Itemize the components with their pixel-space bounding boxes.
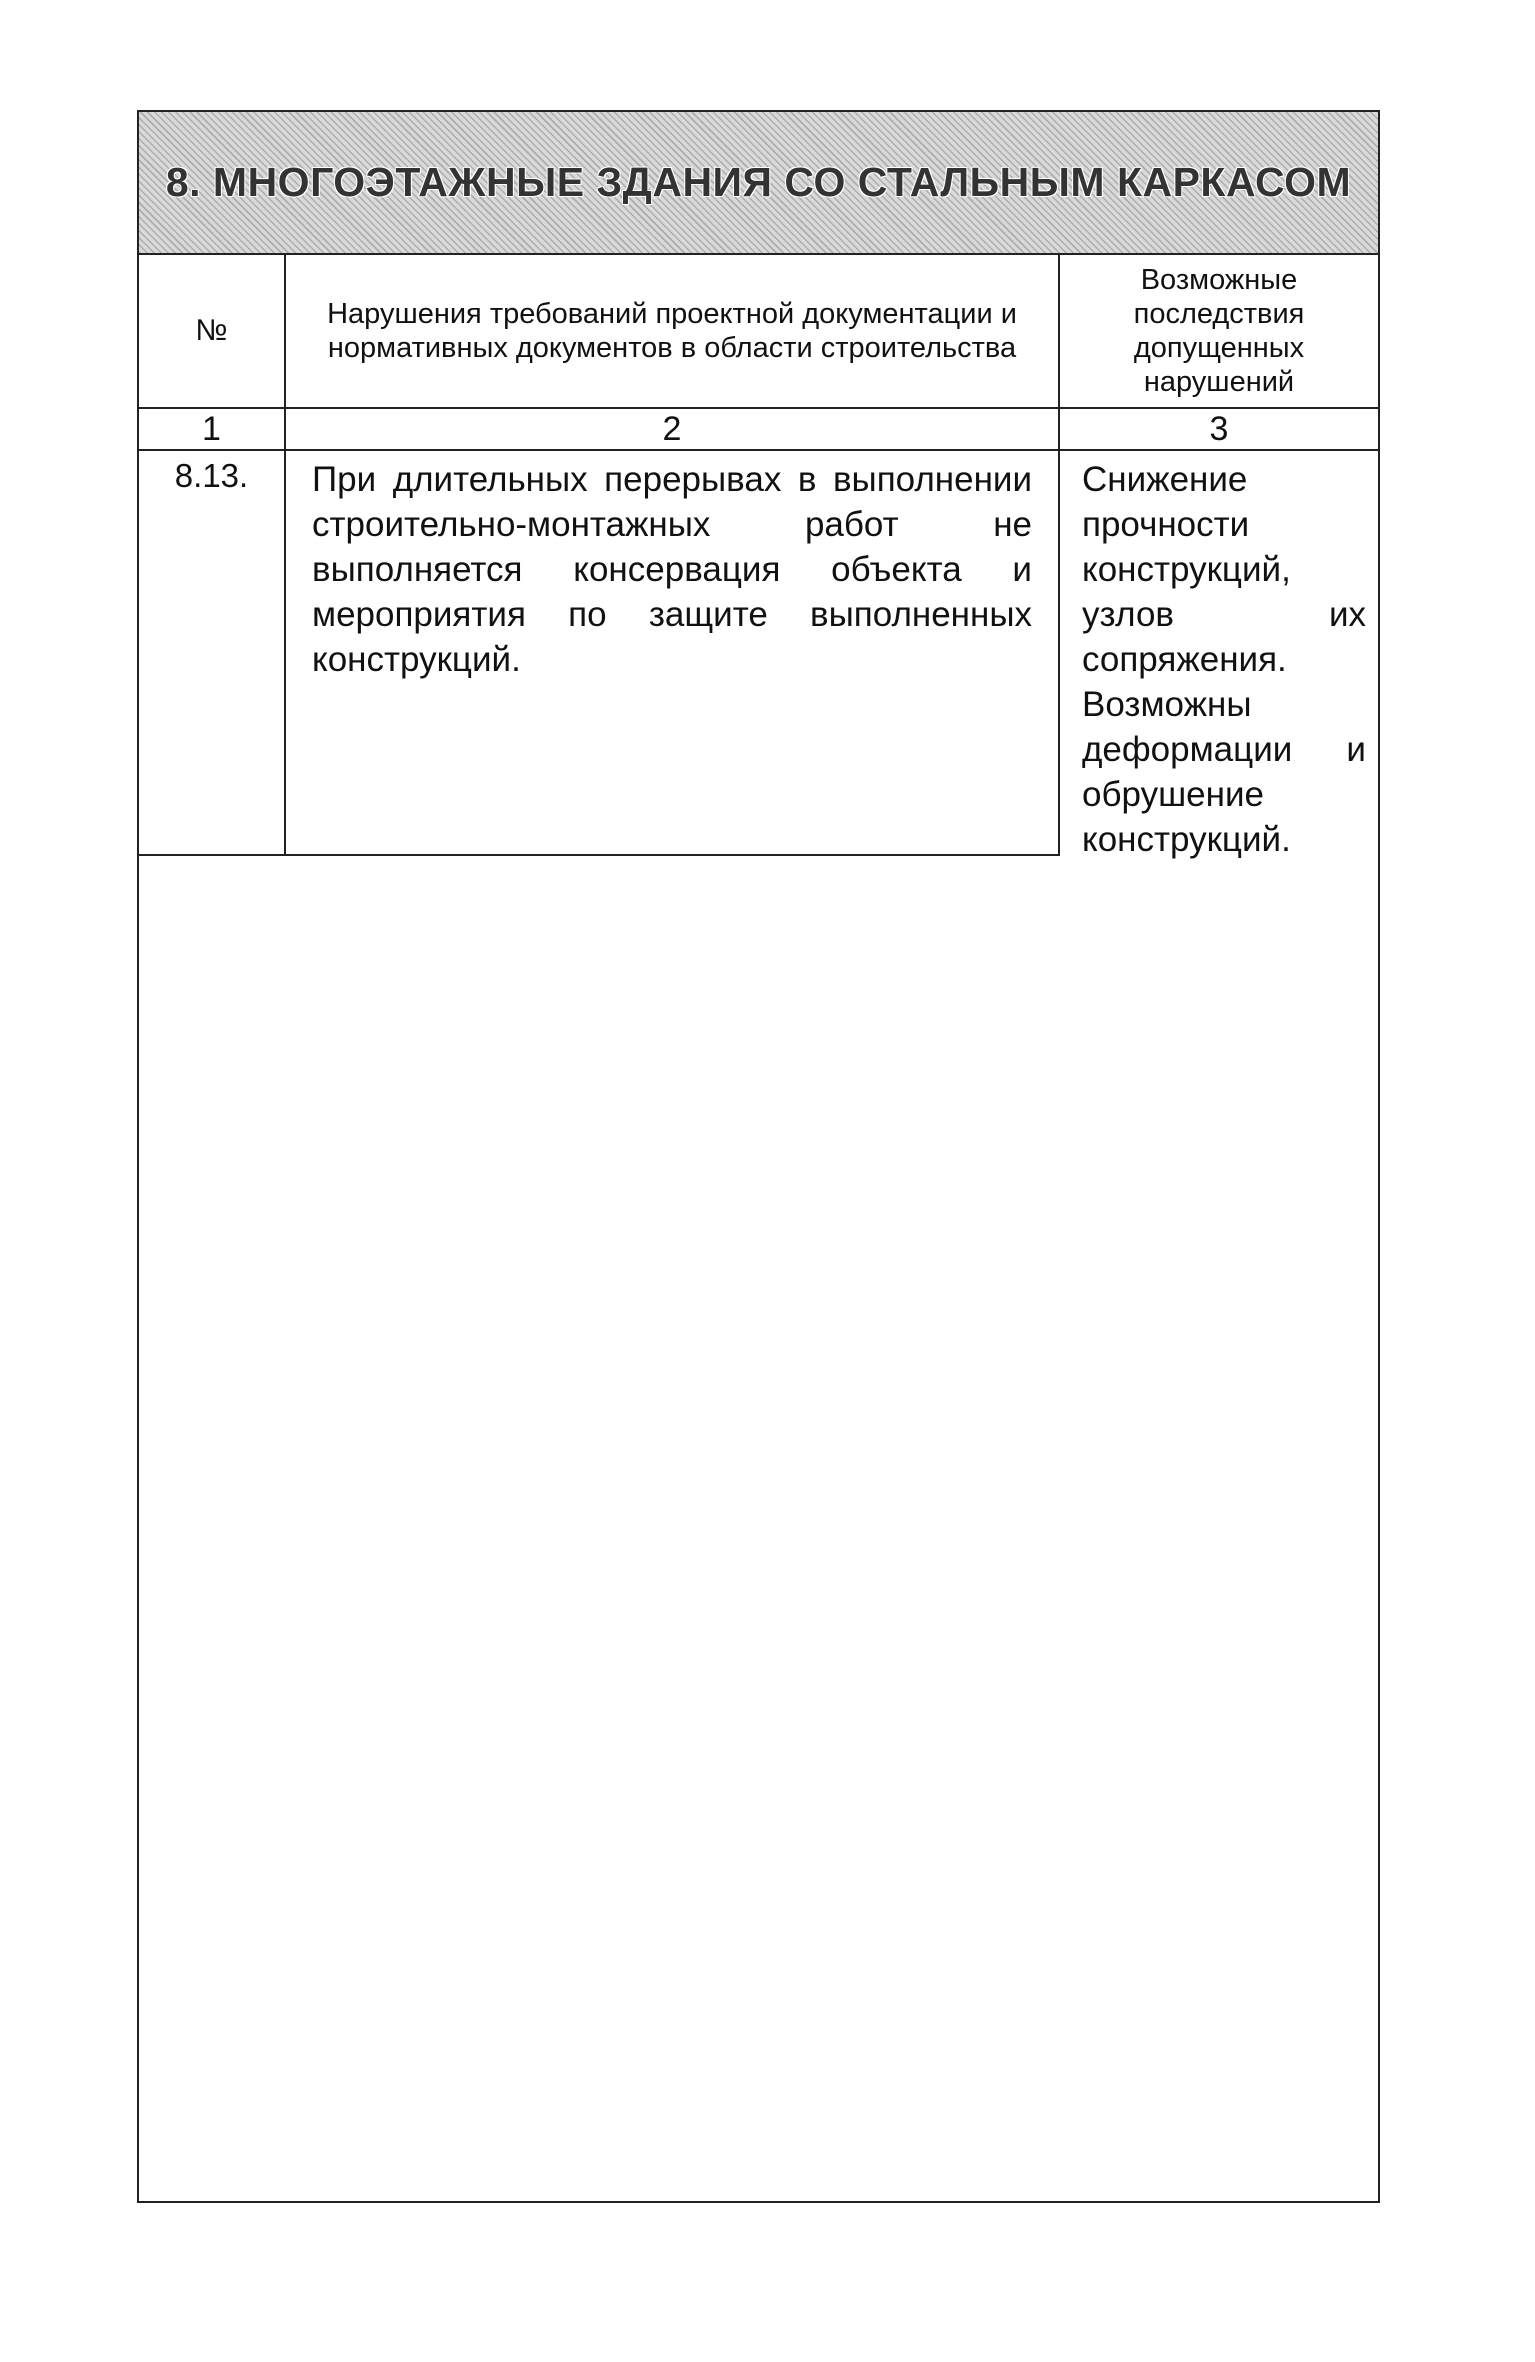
column-number-3: 3 xyxy=(1209,409,1229,448)
row-consequence-text: Снижение прочности конструкций, узлов их сопряжения. Возможны деформации и обрушение конструкций. xyxy=(1082,460,1366,859)
header-number: № xyxy=(195,314,228,347)
empty-table-area xyxy=(139,856,1378,2201)
column-header-row xyxy=(139,255,1378,407)
header-consequences: Возможные последствия допущенных нарушений xyxy=(1133,264,1305,398)
header-violations: Нарушения требований проектной документации и нормативных документов в области строительства xyxy=(284,255,1060,407)
row-violation-text: При длительных перерывах в выполнении строительно-монтажных работ не выполняется консервация объекта и мероприятия по защите выполненных конструкций. xyxy=(284,451,1060,856)
table-frame xyxy=(137,110,1380,2203)
section-header xyxy=(139,112,1378,255)
column-number-2: 2 xyxy=(284,409,1060,449)
table-row xyxy=(139,451,1378,859)
column-number-1: 1 xyxy=(202,409,221,448)
column-numbering-row xyxy=(139,407,1378,451)
row-number: 8.13. xyxy=(139,451,284,856)
section-title: 8. МНОГОЭТАЖНЫЕ ЗДАНИЯ СО СТАЛЬНЫМ КАРКАСОМ xyxy=(165,159,1352,205)
